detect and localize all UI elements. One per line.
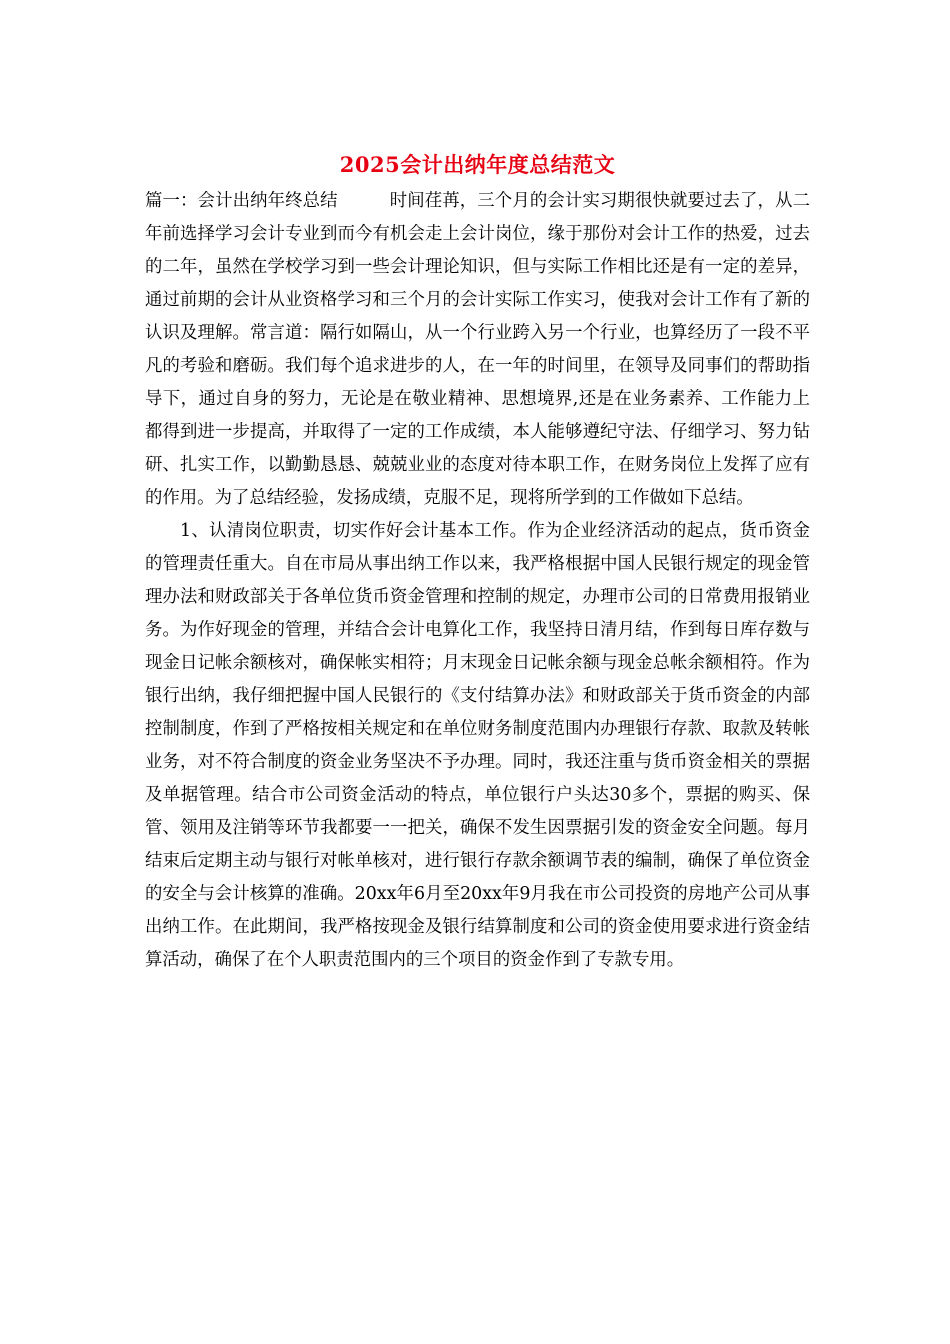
- document-title: 2025会计出纳年度总结范文: [339, 152, 616, 177]
- paragraph-intro-text: 时间荏苒，三个月的会计实习期很快就要过去了，从二年前选择学习会计专业到而今有机会走上会计岗位，缘于那份对会计工作的热爱，过去的二年，虽然在学校学习到一些会计理论知识，但与实际工作相比还是有一定的差异，通过前期的会计从业资格学习和三个月的会计实际工作实习，使我对会计工作有了新的认识及理解。常言道：隔行如隔山，从一个行业跨入另一个行业，也算经历了一段不平凡的考验和磨砺。我们每个追求进步的人，在一年的时间里，在领导及同事们的帮助指导下，通过自身的努力，无论是在敬业精神、思想境界,还是在业务素养、工作能力上都得到进一步提高，并取得了一定的工作成绩，本人能够遵纪守法、仔细学习、努力钻研、扎实工作，以勤勤恳恳、兢兢业业的态度对待本职工作，在财务岗位上发挥了应有的作用。为了总结经验，发扬成绩，克服不足，现将所学到的工作做如下总结。: [145, 191, 810, 508]
- section-heading: 篇一：会计出纳年终总结: [145, 191, 338, 211]
- document-page: [145, 150, 810, 977]
- paragraph-duty: 1、认清岗位职责，切实作好会计基本工作。作为企业经济活动的起点，货币资金的管理责任重大。自在市局从事出纳工作以来，我严格根据中国人民银行规定的现金管理办法和财政部关于各单位货币资金管理和控制的规定，办理市公司的日常费用报销业务。为作好现金的管理，并结合会计电算化工作，我坚持日清月结，作到每日库存数与现金日记帐余额核对，确保帐实相符；月末现金日记帐余额与现金总帐余额相符。作为银行出纳，我仔细把握中国人民银行的《支付结算办法》和财政部关于货币资金的内部控制制度，作到了严格按相关规定和在单位财务制度范围内办理银行存款、取款及转帐业务，对不符合制度的资金业务坚决不予办理。同时，我还注重与货币资金相关的票据及单据管理。结合市公司资金活动的特点，单位银行户头达30多个，票据的购买、保管、领用及注销等环节我都要一一把关，确保不发生因票据引发的资金安全问题。每月结束后定期主动与银行对帐单核对，进行银行存款余额调节表的编制，确保了单位资金的安全与会计核算的准确。20xx年6月至20xx年9月我在市公司投资的房地产公司从事出纳工作。在此期间，我严格按现金及银行结算制度和公司的资金使用要求进行资金结算活动，确保了在个人职责范围内的三个项目的资金作到了专款专用。: [145, 521, 810, 970]
- paragraph-intro: [145, 185, 810, 515]
